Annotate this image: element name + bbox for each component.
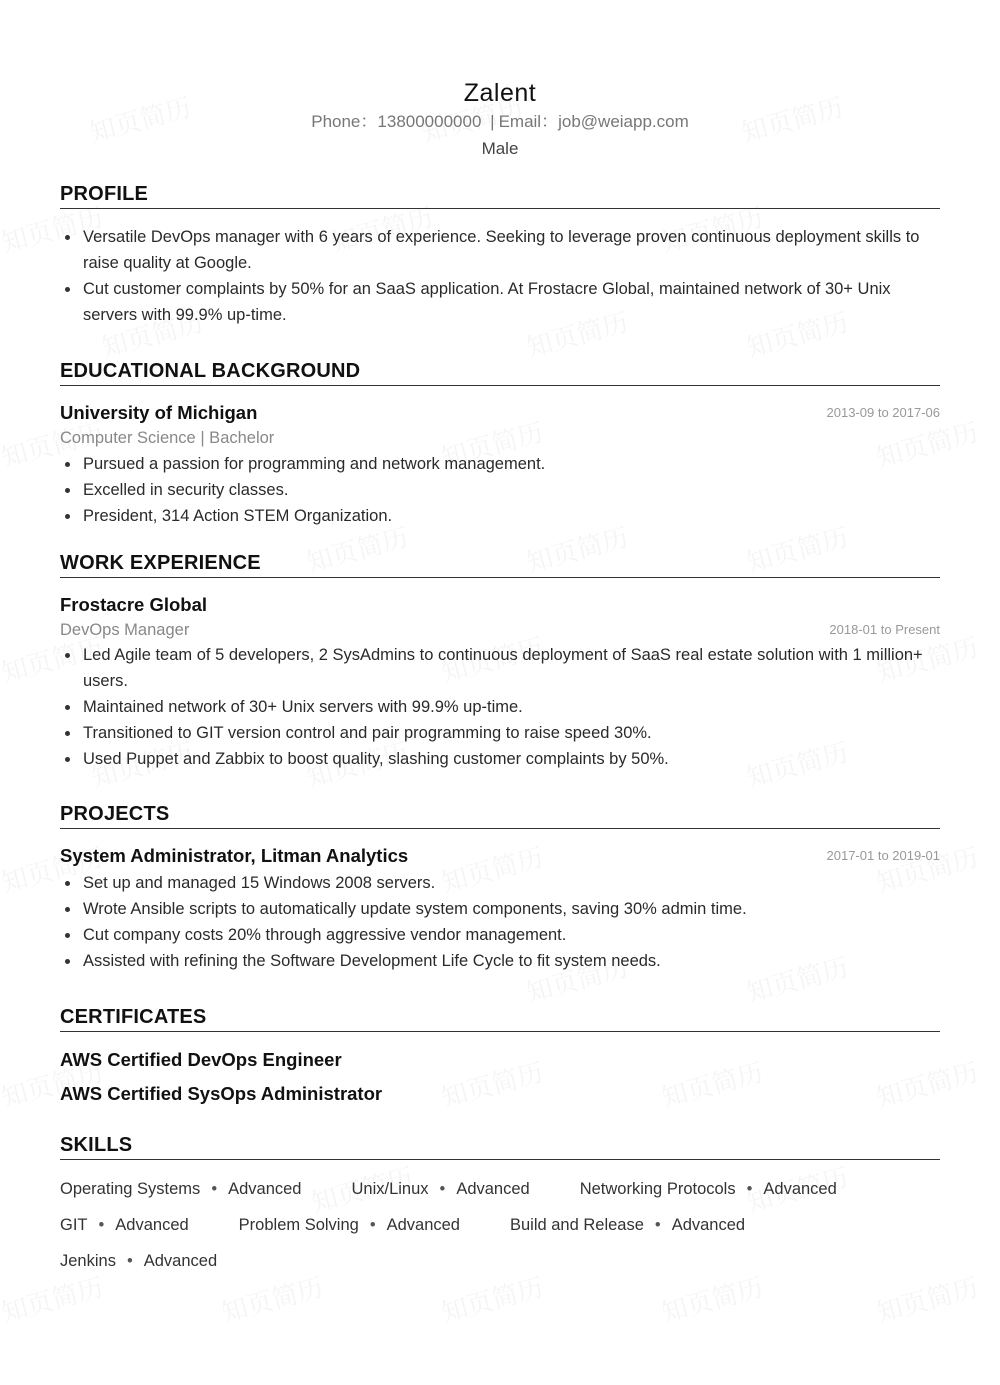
section-title-projects: PROJECTS — [60, 801, 940, 829]
skill-name: Problem Solving — [238, 1216, 359, 1234]
skill-bullet: • — [211, 1180, 218, 1198]
list-item: Pursued a passion for programming and network management. — [60, 451, 940, 477]
phone-label: Phone： — [311, 112, 378, 131]
section-title-profile: PROFILE — [60, 181, 940, 209]
skill-name: Build and Release — [509, 1216, 644, 1234]
project-entry-header — [60, 843, 940, 869]
skill-name: Networking Protocols — [579, 1180, 736, 1198]
skill-bullet: • — [98, 1216, 105, 1234]
skill-item — [60, 1171, 301, 1207]
list-item: Led Agile team of 5 developers, 2 SysAdmins to continuous deployment of SaaS real estate solution with 1 million+ users. — [60, 642, 940, 694]
skill-level: Advanced — [671, 1216, 746, 1234]
school-name: University of Michigan — [60, 402, 258, 423]
certificates-section — [60, 1004, 940, 1111]
company-name: Frostacre Global — [60, 594, 208, 615]
education-major: Computer Science | Bachelor — [60, 429, 275, 447]
skill-level: Advanced — [115, 1216, 189, 1234]
projects-section — [60, 801, 940, 974]
list-item: Used Puppet and Zabbix to boost quality, slashing customer complaints by 50%. — [60, 746, 940, 772]
list-item: Excelled in security classes. — [60, 477, 940, 503]
profile-section — [60, 181, 940, 328]
resume-page — [60, 0, 940, 1279]
candidate-name: Zalent — [463, 79, 537, 107]
email-label: Email： — [498, 112, 559, 131]
section-title-education: EDUCATIONAL BACKGROUND — [60, 358, 940, 386]
project-date: 2017-01 to 2019-01 — [826, 848, 940, 863]
section-title-certificates: CERTIFICATES — [60, 1004, 940, 1032]
education-list — [60, 451, 940, 529]
gender: Male — [481, 139, 519, 158]
skill-level: Advanced — [456, 1180, 530, 1198]
contact-separator: | — [490, 112, 495, 131]
certificates-list — [60, 1043, 940, 1111]
list-item: Cut company costs 20% through aggressive vendor management. — [60, 922, 940, 948]
skill-bullet: • — [369, 1216, 376, 1234]
skill-level: Advanced — [386, 1216, 460, 1234]
skill-name: GIT — [60, 1216, 88, 1234]
list-item: Maintained network of 30+ Unix servers with 99.9% up-time. — [60, 694, 940, 720]
work-list — [60, 642, 940, 772]
skill-level: Advanced — [228, 1180, 302, 1198]
section-title-work: WORK EXPERIENCE — [60, 550, 940, 578]
skill-item — [239, 1207, 460, 1243]
profile-list — [60, 224, 940, 328]
list-item: Wrote Ansible scripts to automatically update system components, saving 30% admin time. — [60, 896, 940, 922]
project-name: System Administrator, Litman Analytics — [60, 845, 409, 866]
skill-item — [60, 1207, 189, 1243]
skill-bullet: • — [126, 1252, 133, 1270]
education-entry-header — [60, 400, 940, 426]
list-item: Versatile DevOps manager with 6 years of experience. Seeking to leverage proven continuous deployment skills to raise quality at Google. — [60, 224, 940, 276]
skill-name: Unix/Linux — [351, 1180, 429, 1198]
education-section — [60, 358, 940, 529]
list-item: Cut customer complaints by 50% for an SaaS application. At Frostacre Global, maintained network of 30+ Unix servers with 99.9% up-time. — [60, 276, 940, 328]
skills-list — [60, 1171, 940, 1279]
phone-number: 13800000000 — [377, 112, 482, 131]
list-item: Assisted with refining the Software Development Life Cycle to fit system needs. — [60, 948, 940, 974]
skill-name: Jenkins — [60, 1252, 116, 1270]
work-date: 2018-01 to Present — [829, 622, 940, 637]
skill-level: Advanced — [763, 1180, 837, 1198]
certificate-item: AWS Certified SysOps Administrator — [60, 1083, 383, 1104]
skill-item — [580, 1171, 837, 1207]
skill-item — [510, 1207, 745, 1243]
certificate-item: AWS Certified DevOps Engineer — [60, 1049, 342, 1070]
work-entry-header — [60, 592, 940, 618]
skills-section — [60, 1132, 940, 1279]
skill-name: Operating Systems — [60, 1180, 201, 1198]
projects-list — [60, 870, 940, 974]
skill-bullet: • — [654, 1216, 661, 1234]
job-role: DevOps Manager — [60, 621, 190, 639]
skill-bullet: • — [746, 1180, 753, 1198]
list-item: Set up and managed 15 Windows 2008 servers. — [60, 870, 940, 896]
skill-bullet: • — [439, 1180, 446, 1198]
skill-item — [60, 1243, 217, 1279]
list-item: Transitioned to GIT version control and pair programming to raise speed 30%. — [60, 720, 940, 746]
work-section — [60, 550, 940, 772]
resume-header — [60, 0, 940, 161]
section-title-skills: SKILLS — [60, 1132, 940, 1160]
list-item: President, 314 Action STEM Organization. — [60, 503, 940, 529]
skill-item — [351, 1171, 529, 1207]
skill-level: Advanced — [143, 1252, 218, 1270]
contact-line — [60, 111, 940, 133]
email-address: job@weiapp.com — [558, 112, 689, 131]
work-role-row — [60, 618, 940, 642]
education-date: 2013-09 to 2017-06 — [826, 405, 940, 420]
